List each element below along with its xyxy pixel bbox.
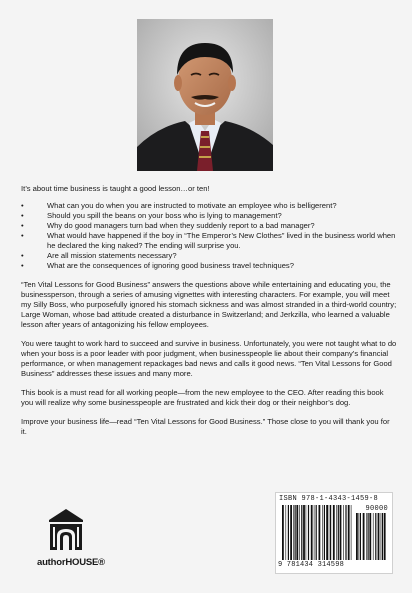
list-item: • What would have happened if the boy in “The Emperor’s New Clothes” lived in the business world when he declared the king naked? The ending will surprise you. — [21, 231, 397, 251]
authorhouse-logo-icon — [47, 508, 85, 552]
question-list — [21, 201, 397, 271]
ean-digits: 9 781434 314598 — [278, 561, 345, 569]
description-paragraph: This book is a must read for all working people—from the new employee to the CEO. After reading this book you will realize why some businesspeople are frustrated and kick their dog or their neighbor’s dog. — [21, 388, 384, 407]
closing-paragraph: Improve your business life—read “Ten Vital Lessons for Good Business.” Those close to you will thank you for it. — [21, 417, 390, 436]
intro-line: It’s about time business is taught a good lesson…or ten! — [21, 184, 210, 193]
price-code: 90000 — [365, 505, 388, 513]
description-paragraph: “Ten Vital Lessons for Good Business” answers the questions above while entertaining and educating you, the businessperson, through a series of amusing vignettes with interesting characters. For example, you will meet my Silly Boss, who purposefully ignored his stomach sickness and was almost stranded in a third-world country; Large Woman, whose bad attitude created a disturbance in Switzerland; and Jerkzilla, who learned a valuable lesson after years of antagonizing his fellow employees. — [21, 280, 397, 329]
ean-barcode — [282, 505, 352, 560]
back-cover-text — [21, 184, 397, 446]
list-item: • Are all mission statements necessary? — [21, 251, 397, 261]
price-barcode — [356, 513, 386, 560]
description-paragraph: You were taught to work hard to succeed and survive in business. Unfortunately, you were not taught what to do when your boss is a poor leader with poor judgment, when businesspeople lie about their company’s financial performance, or when management repackages bad news and calls it good news. “Ten Vital Lessons for Good Business” addresses these issues and many more. — [21, 339, 397, 378]
author-photo — [137, 19, 273, 171]
publisher-name: authorHOUSE® — [37, 557, 105, 568]
list-item: • Should you spill the beans on your boss who is lying to management? — [21, 211, 397, 221]
list-item: • What are the consequences of ignoring good business travel techniques? — [21, 261, 397, 271]
isbn-text: ISBN 978-1-4343-1459-8 — [279, 495, 379, 503]
list-item: • Why do good managers turn bad when they suddenly report to a bad manager? — [21, 221, 397, 231]
publisher-logo — [37, 508, 105, 578]
list-item: • What can you do when you are instructed to motivate an employee who is belligerent? — [21, 201, 397, 211]
barcode-label — [275, 492, 393, 574]
